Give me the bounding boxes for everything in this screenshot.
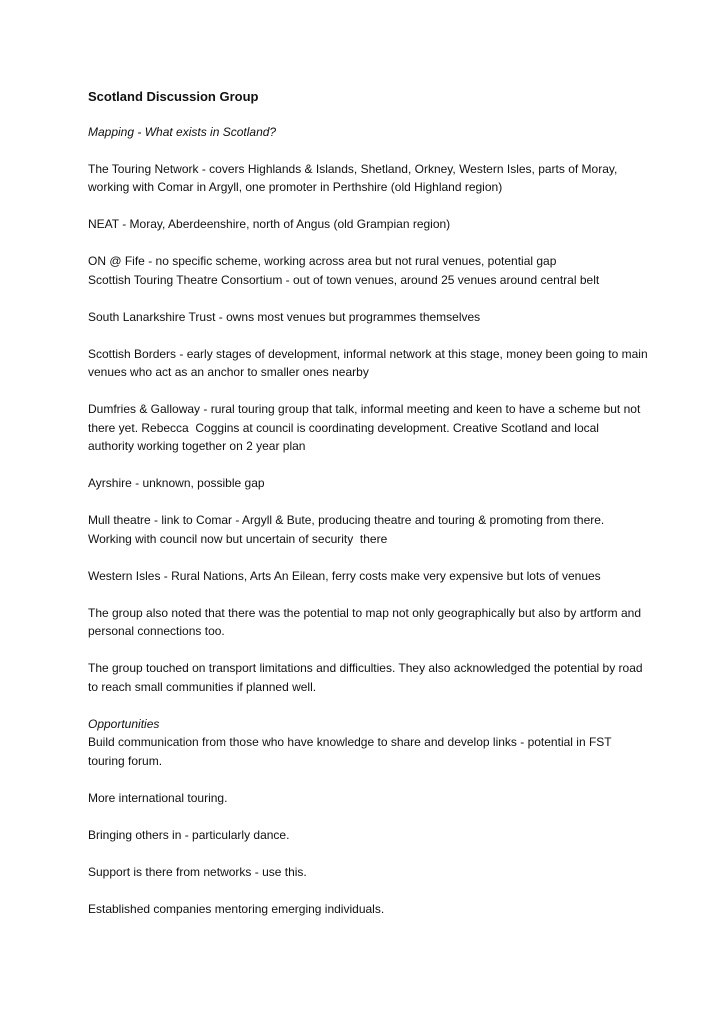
paragraph-sttc: Scottish Touring Theatre Consortium - out of town venues, around 25 venues around central belt (88, 272, 600, 287)
paragraph-group-transport-note: The group touched on transport limitations and difficulties. They also acknowledged the potential by road to reach small communities if planned well. (88, 661, 646, 694)
paragraph-dumfries-galloway: Dumfries & Galloway - rural touring group that talk, informal meeting and keen to have a scheme but not there yet. Rebecca Coggins at council is coordinating development. Creative Scotland and local authority working together on 2 year plan (88, 402, 644, 453)
paragraph-neat: NEAT - Moray, Aberdeenshire, north of Angus (old Grampian region) (88, 217, 451, 231)
opportunity-item: Bringing others in - particularly dance. (88, 827, 290, 842)
opportunity-item: Support is there from networks - use this. (88, 864, 307, 879)
opportunities-heading: Opportunities (88, 716, 160, 731)
document-title: Scotland Discussion Group (88, 89, 259, 104)
paragraph-western-isles: Western Isles - Rural Nations, Arts An Eilean, ferry costs make very expensive but lots of venues (88, 568, 601, 583)
opportunity-item: Established companies mentoring emerging individuals. (88, 901, 385, 916)
paragraph-mull-theatre: Mull theatre - link to Comar - Argyll & Bute, producing theatre and touring & promoting from there. Working with council now but uncertain of security there (88, 513, 608, 546)
opportunity-item: More international touring. (88, 790, 228, 805)
opportunity-item: Build communication from those who have knowledge to share and develop links - potential in FST touring forum. (88, 735, 615, 768)
paragraph-on-fife: ON @ Fife - no specific scheme, working across area but not rural venues, potential gap (88, 254, 557, 268)
paragraph-scottish-borders: Scottish Borders - early stages of development, informal network at this stage, money been going to main venues who act as an anchor to smaller ones nearby (88, 346, 651, 379)
paragraph-group-mapping-note: The group also noted that there was the potential to map not only geographically but also by artform and personal connections too. (88, 605, 645, 638)
paragraph-south-lanarkshire: South Lanarkshire Trust - owns most venues but programmes themselves (88, 309, 481, 324)
document-page (88, 88, 651, 937)
paragraph-ayrshire: Ayrshire - unknown, possible gap (88, 476, 265, 490)
paragraph-touring-network: The Touring Network - covers Highlands & Islands, Shetland, Orkney, Western Isles, parts of Moray, working with Comar in Argyll, one promoter in Perthshire (old Highland region) (88, 161, 621, 194)
mapping-heading: Mapping - What exists in Scotland? (88, 125, 277, 139)
